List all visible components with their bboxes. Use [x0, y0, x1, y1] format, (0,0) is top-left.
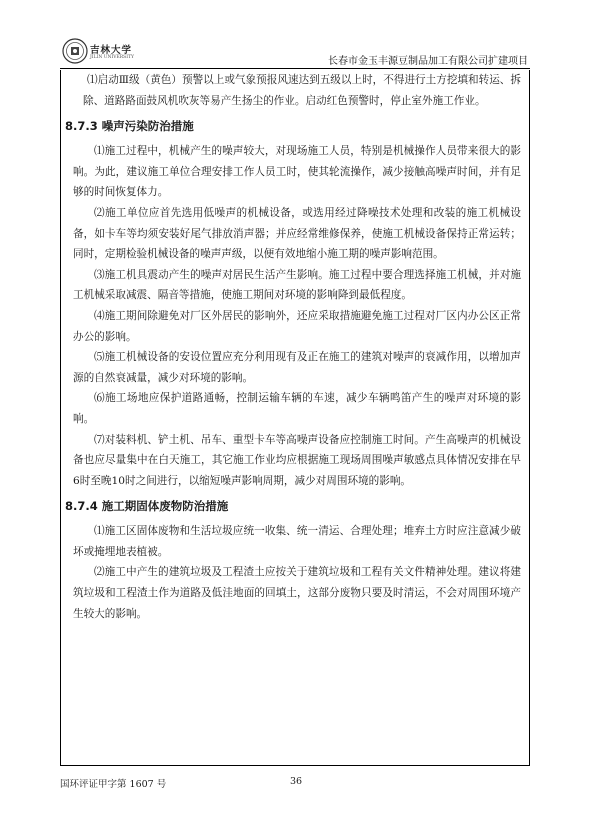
- waste-item-2: ⑵施工中产生的建筑垃圾及工程渣土应按关于建筑垃圾和工程有关文件精神处理。建议将建筑垃圾和工程渣土作为道路及低洼地面的回填土，这部分废物只要及时清运，不会对周围环境产生较大的影响。: [73, 566, 521, 620]
- logo-subtext: JILIN UNIVERSITY: [90, 55, 134, 60]
- noise-item-1: ⑴施工过程中，机械产生的噪声较大，对现场施工人员，特别是机械操作人员带来很大的影响。为此，建议施工单位合理安排工作人员工时，使其轮流操作，减少接触高噪声时间，并有足够的时间恢复体力。: [73, 145, 521, 199]
- university-logo-icon: [62, 38, 88, 64]
- document-body: [65, 70, 521, 624]
- noise-item-4: ⑷施工期间除避免对厂区外居民的影响外，还应采取措施避免施工过程对厂区内办公区正常办公的影响。: [73, 309, 521, 343]
- page-header: [60, 36, 530, 69]
- section-heading-noise: 8.7.3 噪声污染防治措施: [65, 119, 194, 134]
- noise-item-3: ⑶施工机具震动产生的噪声对居民生活产生影响。施工过程中要合理选择施工机械，并对施工机械采取减震、隔音等措施，使施工期间对环境的影响降到最低程度。: [73, 268, 521, 302]
- section-heading-solid-waste: 8.7.4 施工期固体废物防治措施: [65, 499, 229, 514]
- paragraph-warning: ⑴启动Ⅲ级（黄色）预警以上或气象预报风速达到五级以上时，不得进行土方挖填和转运、拆除、道路路面鼓风机吹灰等易产生扬尘的作业。启动红色预警时，停止室外施工作业。: [83, 74, 521, 107]
- certificate-number: 国环评证甲字第 1607 号: [60, 779, 167, 790]
- noise-item-7: ⑺对装料机、铲土机、吊车、重型卡车等高噪声设备应控制施工时间。产生高噪声的机械设备也应尽量集中在白天施工，其它施工作业均应根据施工现场周围噪声敏感点具体情况安排在早6时至晚10时之间进行，以缩短噪声影响周期，减少对周围环境的影响。: [73, 433, 521, 487]
- noise-item-6: ⑹施工场地应保护道路通畅，控制运输车辆的车速，减少车辆鸣笛产生的噪声对环境的影响。: [73, 392, 521, 425]
- noise-item-2: ⑵施工单位应首先选用低噪声的机械设备，或选用经过降噪技术处理和改装的施工机械设备，如卡车等均须安装好尾气排放消声器；并应经常维修保养，使施工机械设备保持正常运转；同时，定期检验机械设备的噪声声级，以便有效地缩小施工期的噪声影响范围。: [73, 206, 521, 261]
- logo-text: 吉林大学: [90, 45, 133, 56]
- project-title: 长春市金玉丰源豆制品加工有限公司扩建项目: [328, 56, 528, 67]
- page-number: 36: [290, 776, 303, 787]
- noise-item-5: ⑸施工机械设备的安设位置应充分利用现有及正在施工的建筑对噪声的衰减作用，以增加声源的自然衰减量，减少对环境的影响。: [73, 351, 521, 384]
- waste-item-1: ⑴施工区固体废物和生活垃圾应统一收集、统一清运、合理处理；堆弃土方时应注意减少破坏或掩埋地表植被。: [73, 525, 521, 558]
